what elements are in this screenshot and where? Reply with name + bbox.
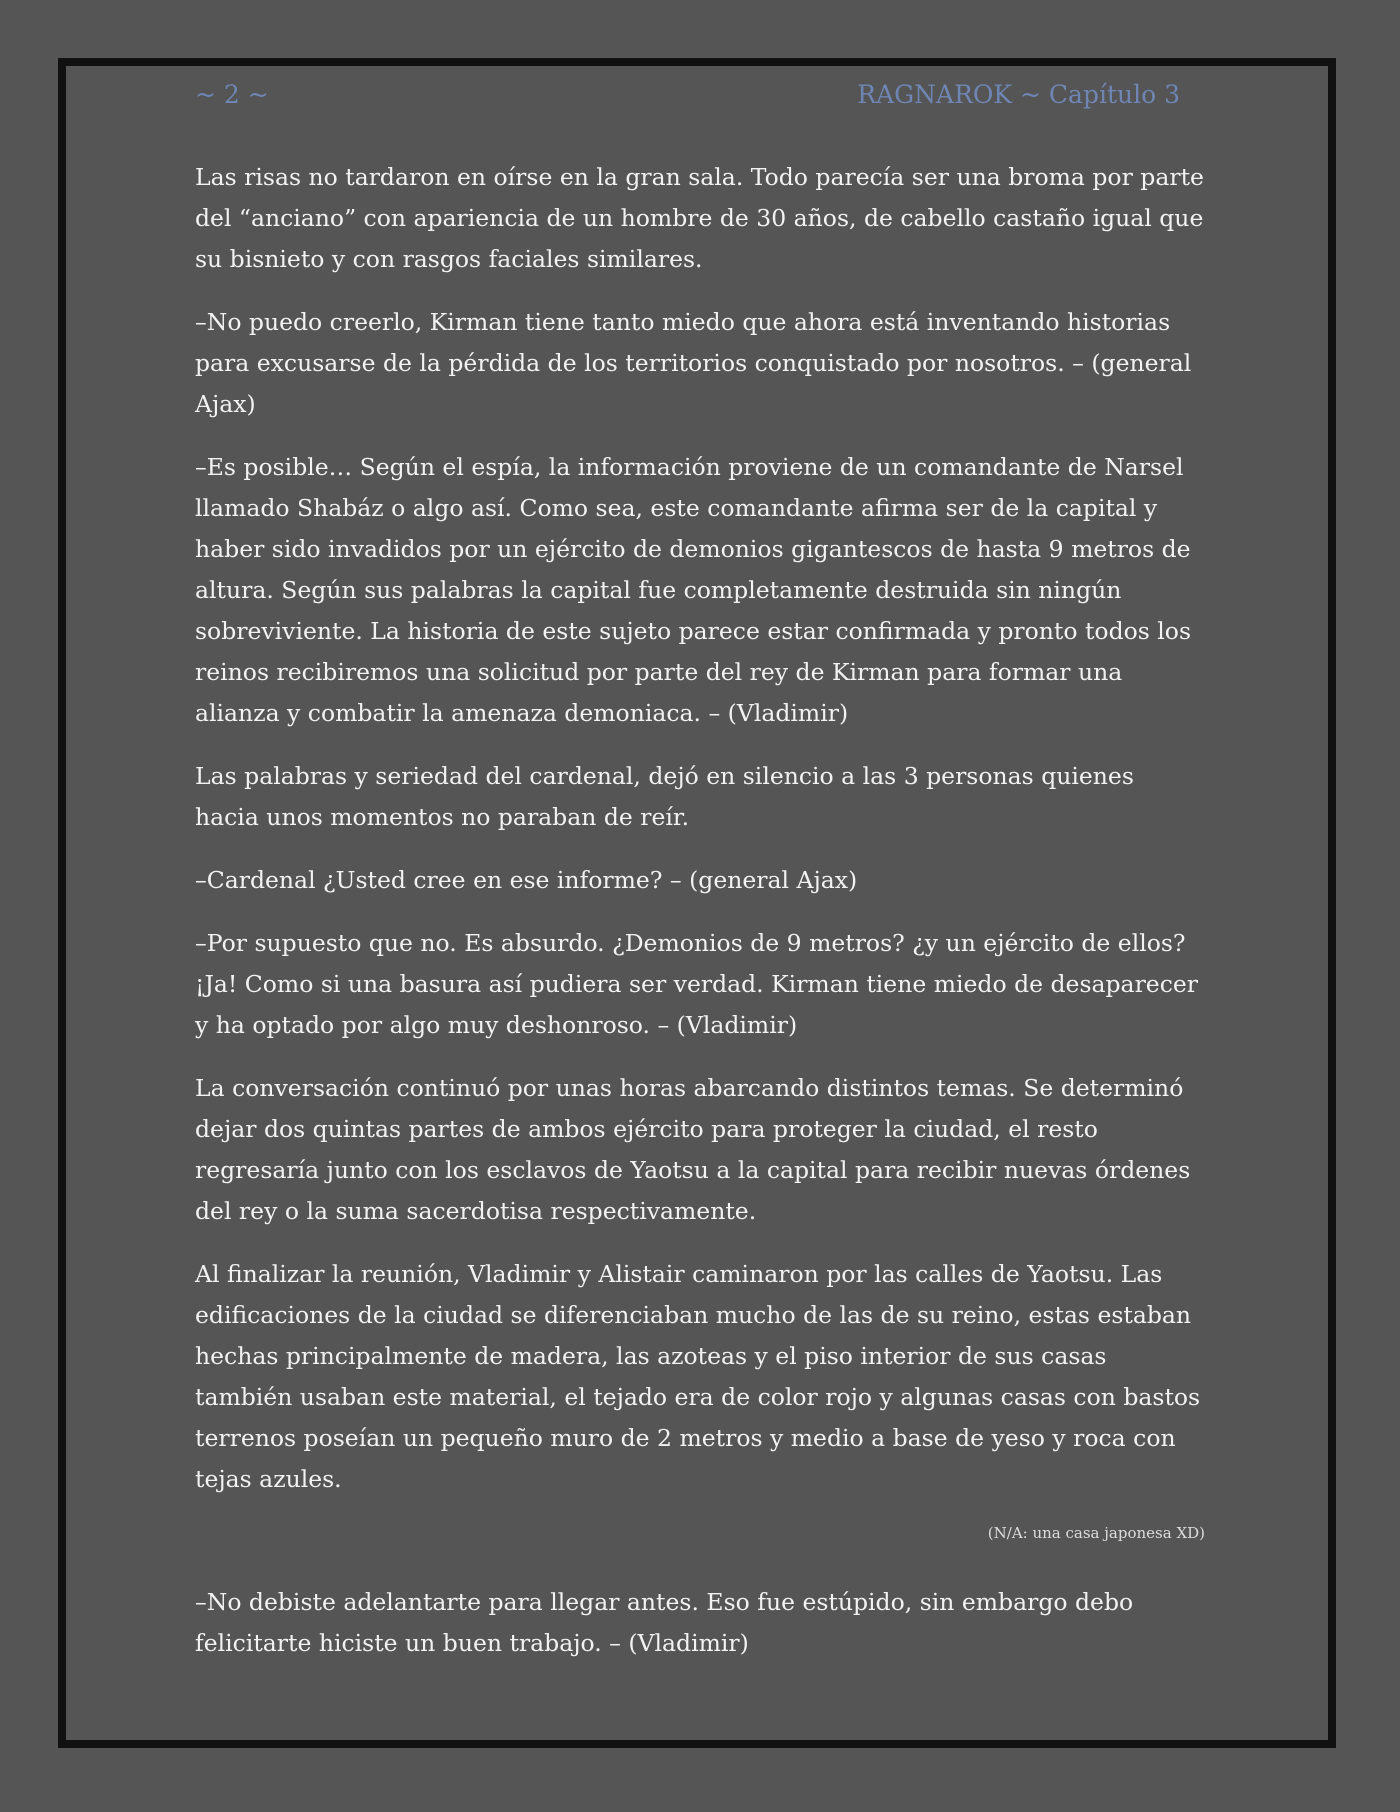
paragraph: La conversación continuó por unas horas abarcando distintos temas. Se determinó dejar dos quintas partes de ambos ejército para proteger la ciudad, el resto regresaría junto con los esclavos de Yaotsu a la capital para recibir nuevas órdenes del rey o la suma sacerdotisa respectivamente.	[195, 1074, 1191, 1225]
paragraph: –Por supuesto que no. Es absurdo. ¿Demonios de 9 metros? ¿y un ejército de ellos? ¡Ja! Como si una basura así pudiera ser verdad. Kirman tiene miedo de desaparecer y ha optado por algo muy deshonroso. – (Vladimir)	[195, 929, 1199, 1039]
paragraph: Las risas no tardaron en oírse en la gran sala. Todo parecía ser una broma por parte del “anciano” con apariencia de un hombre de 30 años, de cabello castaño igual que su bisnieto y con rasgos faciales similares.	[195, 163, 1204, 273]
paragraph: –No debiste adelantarte para llegar antes. Eso fue estúpido, sin embargo debo felicitarte hiciste un buen trabajo. – (Vladimir)	[195, 1588, 1134, 1657]
paragraph: –Es posible… Según el espía, la información proviene de un comandante de Narsel llamado Shabáz o algo así. Como sea, este comandante afirma ser de la capital y haber sido invadidos por un ejército de demonios gigantescos de hasta 9 metros de altura. Según sus palabras la capital fue completamente destruida sin ningún sobreviviente. La historia de este sujeto parece estar confirmada y pronto todos los reinos recibiremos una solicitud por parte del rey de Kirman para formar una alianza y combatir la amenaza demoniaca. – (Vladimir)	[195, 453, 1192, 727]
page-header	[195, 80, 1180, 120]
chapter-title: RAGNAROK ~ Capítulo 3	[857, 80, 1180, 109]
paragraph: Al finalizar la reunión, Vladimir y Alistair caminaron por las calles de Yaotsu. Las edificaciones de la ciudad se diferenciaban mucho de las de su reino, estas estaban hechas principalmente de madera, las azoteas y el piso interior de sus casas también usaban este material, el tejado era de color rojo y algunas casas con bastos terrenos poseían un pequeño muro de 2 metros y medio a base de yeso y roca con tejas azules.	[195, 1260, 1201, 1493]
paragraph: –Cardenal ¿Usted cree en ese informe? – (general Ajax)	[195, 866, 858, 894]
page-number: ~ 2 ~	[195, 80, 269, 109]
document-body	[195, 157, 1205, 1686]
paragraph: Las palabras y seriedad del cardenal, dejó en silencio a las 3 personas quienes hacia unos momentos no paraban de reír.	[195, 762, 1134, 831]
paragraph: –No puedo creerlo, Kirman tiene tanto miedo que ahora está inventando historias para excusarse de la pérdida de los territorios conquistado por nosotros. – (general Ajax)	[195, 308, 1192, 418]
author-note: (N/A: una casa japonesa XD)	[987, 1524, 1205, 1542]
